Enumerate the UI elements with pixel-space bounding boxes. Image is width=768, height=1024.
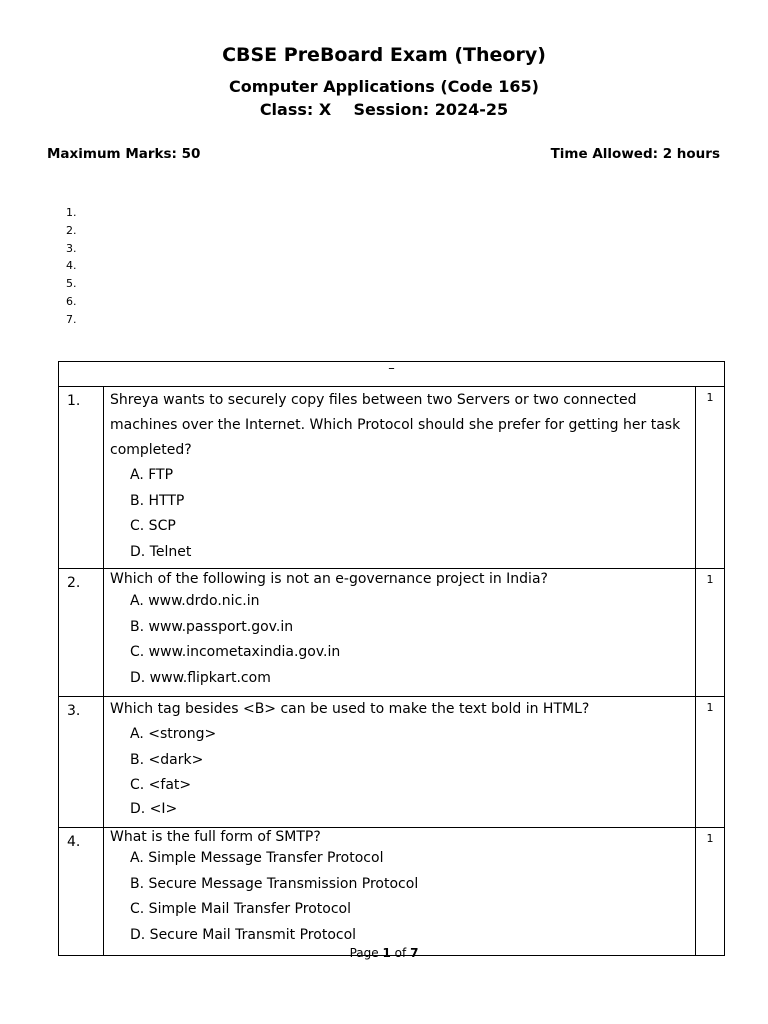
question-body — [104, 828, 696, 956]
question-row — [59, 697, 725, 828]
question-body — [104, 387, 696, 569]
maximum-marks: Maximum Marks: 50 — [47, 146, 201, 162]
option: D. www.flipkart.com — [130, 669, 271, 686]
page-footer — [0, 946, 768, 960]
instruction-number: 1. — [66, 206, 77, 219]
question-text: What is the full form of SMTP? — [110, 829, 321, 845]
question-text: Which of the following is not an e-governance project in India? — [110, 571, 548, 587]
page-total: 7 — [410, 946, 419, 960]
question-marks: 1 — [696, 387, 725, 569]
option: A. www.drdo.nic.in — [130, 593, 260, 609]
option: C. <fat> — [130, 777, 192, 793]
page-label: Page — [349, 946, 379, 960]
option: D. Telnet — [130, 543, 192, 560]
questions-table — [58, 361, 725, 956]
question-marks: 1 — [696, 569, 725, 697]
question-row — [59, 569, 725, 697]
instruction-number: 4. — [66, 259, 77, 273]
class-session: Class: X Session: 2024-25 — [259, 100, 509, 119]
question-marks: 1 — [696, 697, 725, 828]
instruction-number: 2. — [66, 223, 77, 237]
section-header-row — [59, 362, 725, 387]
time-allowed: Time Allowed: 2 hours — [550, 146, 720, 162]
option: A. <strong> — [130, 726, 217, 742]
question-number: 3. — [59, 697, 104, 828]
options-list — [110, 463, 689, 565]
question-text: Which tag besides <B> can be used to make the text bold in HTML? — [110, 701, 590, 717]
question-row — [59, 828, 725, 956]
option: B. <dark> — [130, 752, 204, 768]
option: D. <I> — [130, 801, 178, 817]
exam-title: CBSE PreBoard Exam (Theory) — [222, 44, 546, 66]
options-list — [110, 589, 689, 691]
question-number: 4. — [59, 828, 104, 956]
question-row — [59, 387, 725, 569]
question-text: Shreya wants to securely copy files between two Servers or two connected machines over the Internet. Which Protocol should she prefer for getting her task completed? — [110, 392, 681, 458]
page-of: of — [394, 946, 407, 960]
instructions-list — [66, 204, 77, 329]
question-body — [104, 569, 696, 697]
question-body — [104, 697, 696, 828]
option: B. www.passport.gov.in — [130, 618, 294, 635]
instruction-number: 5. — [66, 277, 77, 291]
instruction-number: 7. — [66, 312, 77, 326]
option: B. HTTP — [130, 492, 185, 509]
option: D. Secure Mail Transmit Protocol — [130, 926, 357, 943]
option: C. www.incometaxindia.gov.in — [130, 644, 341, 660]
page-current: 1 — [382, 946, 391, 960]
option: A. FTP — [130, 467, 174, 483]
options-list — [110, 846, 689, 948]
option: A. Simple Message Transfer Protocol — [130, 850, 384, 866]
instruction-number: 6. — [66, 294, 77, 308]
instruction-number: 3. — [66, 241, 77, 255]
option: C. Simple Mail Transfer Protocol — [130, 901, 351, 917]
question-number: 1. — [59, 387, 104, 569]
question-number: 2. — [59, 569, 104, 697]
options-list — [110, 721, 689, 822]
subject-title: Computer Applications (Code 165) — [229, 77, 539, 96]
option: C. SCP — [130, 518, 176, 534]
question-marks: 1 — [696, 828, 725, 956]
section-header: – — [59, 362, 725, 387]
option: B. Secure Message Transmission Protocol — [130, 875, 419, 892]
